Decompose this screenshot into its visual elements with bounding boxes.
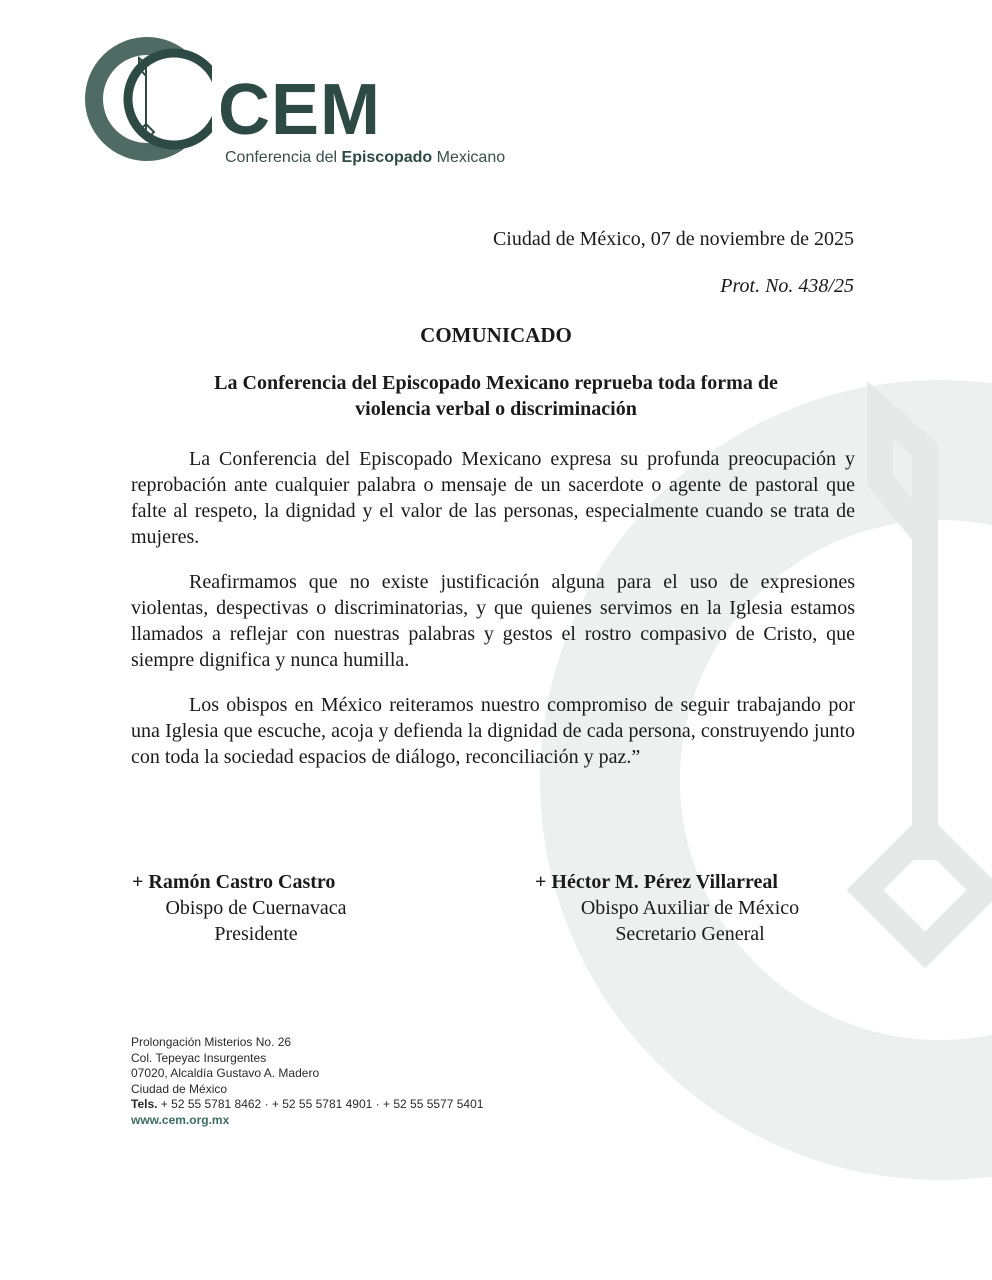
protocol-number: Prot. No. 438/25 — [720, 275, 854, 297]
address-line-1: Prolongación Misterios No. 26 — [131, 1035, 292, 1049]
signer-title: Presidente — [214, 923, 298, 945]
logo-name-part2: Episcopado — [341, 149, 433, 166]
document-title-line2: violencia verbal o discriminación — [355, 398, 637, 420]
signer-role: Obispo de Cuernavaca — [165, 897, 347, 919]
cem-emblem-icon — [82, 34, 212, 164]
document-title — [160, 370, 832, 422]
phone-line — [131, 1097, 483, 1113]
place-date: Ciudad de México, 07 de noviembre de 2025 — [492, 228, 854, 250]
logo-full-name — [225, 148, 505, 168]
logo-name-part3: Mexicano — [432, 149, 506, 166]
signer-name: + Héctor M. Pérez Villarreal — [535, 871, 778, 893]
footer-contact — [131, 1035, 483, 1128]
signer-name: + Ramón Castro Castro — [132, 871, 336, 893]
body-paragraph-2: Reafirmamos que no existe justificación alguna para el uso de expresiones violentas, despectivas o discriminatorias, y que quienes servimos en la Iglesia estamos llamados a reflejar con nuestras palabras y gestos el rostro compasivo de Cristo, que siempre dignifica y nunca humilla. — [131, 571, 855, 671]
body-paragraph-1: La Conferencia del Episcopado Mexicano expresa su profunda preocupación y reprobación ante cualquier palabra o mensaje de un sacerdote o agente de pastoral que falte al respeto, la dignidad y el valor de las personas, especialmente cuando se trata de mujeres. — [131, 448, 855, 548]
signer-title: Secretario General — [615, 923, 765, 945]
signature-president — [132, 869, 380, 947]
logo-acronym: CEM — [218, 70, 381, 150]
document-kind: COMUNICADO — [420, 323, 572, 347]
phone-numbers: + 52 55 5781 8462 · + 52 55 5781 4901 · + 52 55 5577 5401 — [157, 1097, 484, 1111]
phone-label: Tels. — [131, 1097, 158, 1111]
cem-logo — [82, 34, 542, 164]
letter-body — [131, 446, 855, 789]
address-line-4: Ciudad de México — [131, 1081, 228, 1096]
address-line-2: Col. Tepeyac Insurgentes — [131, 1050, 267, 1065]
website-link[interactable]: www.cem.org.mx — [131, 1112, 230, 1127]
signer-role: Obispo Auxiliar de México — [580, 897, 800, 919]
address-line-3: 07020, Alcaldía Gustavo A. Madero — [131, 1066, 320, 1080]
document-title-line1: La Conferencia del Episcopado Mexicano reprueba toda forma de — [214, 372, 778, 394]
body-paragraph-3: Los obispos en México reiteramos nuestro compromiso de seguir trabajando por una Iglesia que escuche, acoja y defienda la dignidad de cada persona, construyendo junto con toda la sociedad espacios de diálogo, reconciliación y paz.” — [131, 694, 855, 768]
signature-secretary — [535, 869, 845, 947]
logo-name-part1: Conferencia del — [225, 149, 342, 166]
